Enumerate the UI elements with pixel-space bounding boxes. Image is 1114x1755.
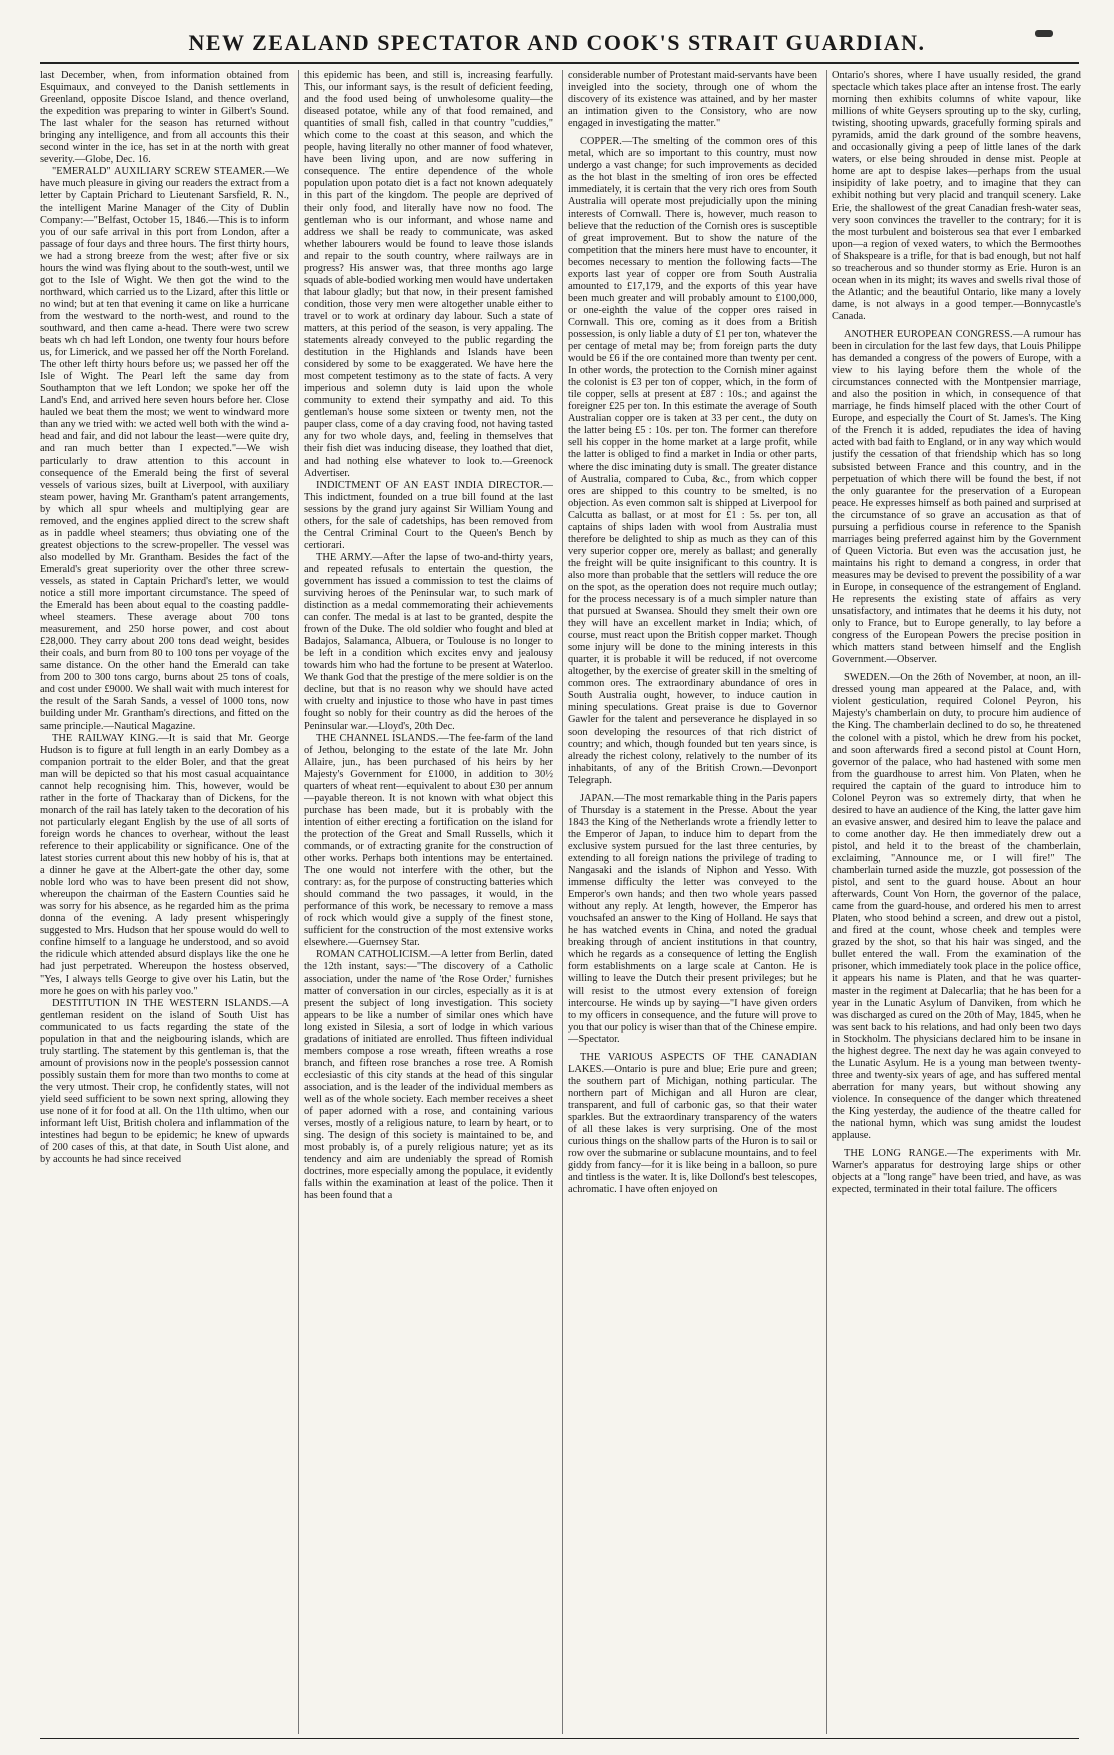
paragraph: THE LONG RANGE.—The experiments with Mr. Warner's apparatus for destroying large ships or other objects at a "long range" have been tried, and have, as was expected, terminated in their total failure. The officers <box>832 1148 1081 1196</box>
paragraph: THE RAILWAY KING.—It is said that Mr. George Hudson is to figure at full length in an early Dombey as a companion portrait to the elder Boler, and that the great man will be depicted so that his most casual acquaintance cannot help recognising him. This, however, would be rather in the forte of Thackaray than of Dickens, for the monarch of the rail has lately taken to the decoration of his not particularly elegant English by the use of all sorts of foreign words he chances to overhear, without the least reference to their applicability or significance. One of the latest stories current about this new hobby of his is, that at a dinner he gave at the Albert-gate the other day, some noble lord who was to have been present did not show, whereupon the chairman of the Eastern Counties said he was sorry for his absence, as he regarded him as the prima donna of the evening. A lady present whisperingly suggested to Mrs. Hudson that her spouse would do well to confine himself to a language he understood, and so avoid the ridicule which attended absurd displays like the one he had just perpetrated. Whereupon the hostess observed, "Yes, I always tells George to give over his Latin, but the more he goes on with his parley voo." <box>40 732 289 997</box>
masthead-rule <box>40 62 1079 64</box>
column-divider <box>298 70 299 1734</box>
paragraph: ANOTHER EUROPEAN CONGRESS.—A rumour has been in circulation for the last few days, that Louis Philippe has demanded a congress of the powers of Europe, with a view to his laying before them the whole of the circumstances connected with the Montpensier marriage, and also the position in which, in consequence of that marriage, he finds himself placed with the other Court of Europe, and especially the Court of St. James's. The King of the French it is added, repudiates the idea of having acted with bad faith to England, or in any way which would justify the cessation of that friendship which has so long subsisted between France and this country, and in the perpetuation of which there will be found the best, if not the only guarantee for the preservation of a European peace. He expresses himself as both pained and surprised at the circumstance of so grave an accusation as that of pursuing a perfidious course in reference to the Spanish marriages being preferred against him by the Government of Queen Victoria. But even was the accusation just, he maintains his right to demand a congress, in order that measures may be devised to prevent the possibility of a war in Europe, in consequence of the estrangement of England. He represents the existing state of affairs as very unsatisfactory, and intimates that he deems it his duty, not only to France, but to Europe generally, to lay before a congress of the European Powers the precise position in which matters stand between himself and the English Government.—Observer. <box>832 328 1081 666</box>
column-divider <box>562 70 563 1734</box>
column-3 <box>568 70 817 1734</box>
paragraph: THE CHANNEL ISLANDS.—The fee-farm of the land of Jethou, belonging to the estate of the late Mr. John Allaire, jun., has been purchased of his heirs by her Majesty's Government for £1000, in addition to 30½ quarters of wheat rent—equivalent to about £30 per annum—payable thereon. It is not known with what object this purchase has been made, but it is probably with the intention of either erecting a fortification on the island for the protection of the Great and Small Russells, which it commands, or of extracting granite for the construction of other works. Perhaps both intentions may be entertained. The one would not interfere with the other, but the contrary: as, for the purpose of constructing batteries which should command the two passages, it would, in the performance of this work, be necessary to remove a mass of rock which would give a supply of the finest stone, sufficient for the construction of the most extensive works elsewhere.—Guernsey Star. <box>304 732 553 949</box>
paragraph: INDICTMENT OF AN EAST INDIA DIRECTOR.—This indictment, founded on a true bill found at the last sessions by the grand jury against Sir William Young and others, for the sale of cadetships, has been removed from the Central Criminal Court to the Queen's Bench by certiorari. <box>304 479 553 551</box>
paragraph: last December, when, from information obtained from Esquimaux, and conveyed to the Danish settlements in Greenland, opposite Discoe Island, and thence overland, the expedition was preparing to winter in Gilbert's Sound. The last whaler for the season has returned without bringing any intelligence, and from all accounts this their second winter in the ice, has set in at the north with great severity.—Globe, Dec. 16. <box>40 70 289 166</box>
paragraph: considerable number of Protestant maid-servants have been inveigled into the society, through one of whom the discovery of its existence was attained, and by her master an intimation given to the Consistory, who are now engaged in investigating the matter." <box>568 70 817 130</box>
paragraph: COPPER.—The smelting of the common ores of this metal, which are so important to this country, must now undergo a vast change; for such improvements as decided as the hot blast in the smelting of iron ores be effected immediately, it is certain that the very rich ores from South Australia will operate most prejudicially upon the mining interests of Cornwall. There is, however, much reason to believe that the reduction of the Cornish ores is susceptible of great improvement. But to show the nature of the competition that the miners here must have to encounter, it becomes necessary to mention the following facts—The exports last year of copper ore from South Australia amounted to £17,179, and the exports of this year have been much greater and will probably amount to £100,000, or one-eighth the value of the copper ores raised in Cornwall. This ore, coming as it does from a British possession, is only liable a duty of £1 per ton, whatever the per centage of metal may be; from foreign parts the duty would be £6 if the ore contained more than twenty per cent. In other words, the protection to the Cornish miner against the colonist is £3 per ton of copper, which, in the form of tile copper, sells at present at £87 : 10s.; and against the foreigner £25 per ton. In this estimate the average of South Australian copper ore is taken at 33 per cent., the duty on the latter being £5 : 10s. per ton. The former can therefore sell his copper in the home market at a large profit, while the latter is obliged to find a market in India or other parts, where the disc iminating duty is small. The greater distance of Australia, compared to Cuba, &c., from which copper ores are shipped to this country to be smelted, is no objection. As even common salt is shipped at Liverpool for Calcutta as ballast, or at most for £1 : 5s. per ton, all captains of ships laden with wool from Australia must therefore be delighted to ship as much as they can of this very superior copper ore, merely as ballast; and generally the freight will be quite insignificant to this country. It is also more than probable that the settlers will reduce the ore on the spot, as the operation does not require much outlay; for the process necessary is of a much simpler nature than that pursued at Swansea. Should they smelt their own ore they will have an excellent market in India; which, of course, must react upon the British copper market. Though some injury will be done to the mining interests in this quarter, it is probable it will be reduced, if not overcome altogether, by the exercise of greater skill in the smelting of common ores. The extraordinary abundance of ores in South Australia ought, however, to induce caution in mining speculations. Great praise is due to Governor Gawler for the talent and perseverance he displayed in so soon developing the resources of that rich district of country; and which, though founded but ten years since, is already the richest colony, relatively to the number of its inhabitants, of any of the British Crown.—Devonport Telegraph. <box>568 136 817 786</box>
footer-rule <box>40 1738 1079 1739</box>
column-2 <box>304 70 553 1734</box>
column-4 <box>832 70 1081 1734</box>
article-columns <box>40 70 1080 1734</box>
paragraph: JAPAN.—The most remarkable thing in the Paris papers of Thursday is a statement in the Presse. About the year 1843 the King of the Netherlands wrote a friendly letter to the Emperor of Japan, to induce him to depart from the exclusive system pursued for the last three centuries, by extending to all foreign nations the privilege of trading to Nangasaki and the islands of Niphon and Yesso. With immense difficulty the letter was conveyed to the Emperor's own hands; and then two whole years passed without any reply. At length, however, the Emperor has vouchsafed an answer to the King of Holland. He says that he has watched events in China, and noted the gradual breaking through of ancient institutions in that country, which he regards as a consequence of letting the English form establishments on a large scale at Canton. He is willing to leave the Dutch their present privileges; but he will resist to the utmost every extension of foreign intercourse. He winds up by saying—"I have given orders to my officers in consequence, and the future will prove to you that our policy is wiser than that of the Chinese empire.—Spectator. <box>568 792 817 1045</box>
paragraph: THE VARIOUS ASPECTS OF THE CANADIAN LAKES.—Ontario is pure and blue; Erie pure and green; the southern part of Michigan, nothing particular. The northern part of Michigan and all Huron are clear, transparent, and full of carbonic gas, so that their water sparkles. But the extraordinary transparency of the waters of all these lakes is very surprising. One of the most curious things on the shallow parts of the Huron is to sail or row over the submarine or sublacune mountains, and to feel giddy from fancy—for it is like being in a balloon, so pure and tintless is the water. It is, like Dollond's best telescopes, achromatic. I have often enjoyed on <box>568 1051 817 1196</box>
ink-blot-mark <box>1035 30 1053 37</box>
paragraph: DESTITUTION IN THE WESTERN ISLANDS.—A gentleman resident on the island of South Uist has communicated to us facts regarding the state of the population in that and the neigbouring islands, which are truly startling. The statement by this gentleman is, that the amount of provisions now in the people's possession cannot possibly sustain them for more than two months to come at the very utmost. Their crop, he confidently states, will not yield seed sufficient to be sown next spring, allowing they use none of it for food at all. On the 11th ultimo, when our informant left Uist, British cholera and inflammation of the intestines had begun to be epidemic; he knew of upwards of 200 cases of this, at that date, in South Uist alone, and by accounts he had since received <box>40 997 289 1166</box>
paragraph: THE ARMY.—After the lapse of two-and-thirty years, and repeated refusals to entertain the question, the government has issued a commission to test the claims of surviving heroes of the Peninsular war, to such mark of distinction as a medal commemorating their achievements can confer. The medal is at last to be granted, despite the frown of the Duke. The old soldier who fought and bled at Badajos, Salamanca, Albuera, or Toulouse is no longer to be left in a condition which excites envy and jealousy towards him who had the fortune to be present at Waterloo. We thank God that the prestige of the mere soldier is on the decline, but that is no reason why we should have acted with cruelty and injustice to those who have in past times fought so nobly for their country as did the heroes of the Peninsular war.—Lloyd's, 20th Dec. <box>304 551 553 732</box>
paragraph: "EMERALD" AUXILIARY SCREW STEAMER.—We have much pleasure in giving our readers the extract from a letter by Captain Prichard to Lieutenant Sarsfield, R. N., the intelligent Marine Manager of the City of Dublin Company:—"Belfast, October 15, 1846.—This is to inform you of our safe arrival in this port from London, after a passage of four days and three hours. The first thirty hours, we had a strong breeze from the west; after five or six hours the wind was flying about to the south-west, until we got to the Isle of Wight. We then got the wind to the northward, which carried us to the Lizard, after this little or no wind; but at ten that evening it came on like a hurricane from the westward to the north-west, and round to the southward, and then came a-head. There were two screw beats wh ch had left London, one twenty four hours before us, for Limerick, and we passed her off the North Foreland. The other left thirty hours before us; we passed her off the Isle of Wight. The Pearl left the same day from Southampton that we left London; we spoke her off the Land's End, and arrived here seven hours before her. Close hauled we beat them the most; we went to windward more than any we tried with: we acted well both with the wind a-head and fair, and did not labour the least—were quite dry, and ran much better than I expected."—We wish particularly to draw attention to this account in consequence of the Emerald being the first of several vessels of various sizes, built at Liverpool, with auxiliary steam power, having Mr. Grantham's patent arrangements, by which all spur wheels and multiplying gear are removed, and the engines applied direct to the screw shaft as in paddle wheel steamers; thus obviating one of the greatest objections to the screw-propeller. The vessel was also modelled by Mr. Grantham. Besides the fact of the Emerald's great superiority over the other three screw-vessels, as stated in Captain Prichard's letter, we would notice a still more important circumstance. The speed of the Emerald has been about equal to the coasting paddle-wheel steamers. These average about 700 tons measurement, and 250 horse power, and cost about £28,000. They carry about 200 tons dead weight, besides their coals, and burn from 80 to 100 tons per voyage of the same distance. On the other hand the Emerald can take from 200 to 300 tons cargo, burns about 25 tons of coals, and cost under £9000. We shall wait with much interest for the result of the Sarah Sands, a vessel of 1000 tons, now building under Mr. Grantham's directions, and fitted on the same principle.—Nautical Magazine. <box>40 166 289 732</box>
column-1 <box>40 70 289 1734</box>
paragraph: SWEDEN.—On the 26th of November, at noon, an ill-dressed young man appeared at the Palace, and, with violent gesticulation, required Colonel Peyron, his Majesty's chamberlain on duty, to procure him audience of the King. The chamberlain declined to do so, he threatened the colonel with a pistol, which he drew from his pocket, and soon afterwards fired a second pistol at Count Horn, governor of the palace, who had hastened with some men from the guardhouse to arrest him. Von Platen, when he required the captain of the guard to introduce him to Colonel Peyron was so extremely dirty, that when he desired to have an audience of the King, the latter gave him an evasive answer, and desired him to leave the palace and to come another day. He then immediately drew out a pistol, and held it to the breast of the chamberlain, exclaiming, "Announce me, or I will fire!" The chamberlain turned aside the muzzle, got possession of the pistol, and sent to the guard house. About an hour afterwards, Count Von Horn, the governor of the palace, came from the guard-house, and ordered his men to arrest Platen, who stood behind a screen, and drew out a pistol, and fired at the count, whose cheek and temples were grazed by the shot, so that his hair was singed, and the bullet entered the wall. From the examination of the prisoner, which immediately took place in the police office, it appears his name is Platen, and that he was quarter-master in the regiment at Dalecarlia; that he has been for a year in the Lunatic Asylum of Danviken, from which he was discharged as cured on the 20th of May, 1845, when he was sent back to his relations, and had only been two days in Stockholm. The physicians declared him to be insane in the highest degree. The next day he was again conveyed to the Lunatic Asylum. He is a young man between twenty-three and twenty-six years of age, and has suffered mental aberration for many years, but without showing any violence. In consequence of the danger which threatened the King yesterday, the audience of the theatre called for the national hymn, which was sung amidst the loudest applause. <box>832 672 1081 1142</box>
paragraph: Ontario's shores, where I have usually resided, the grand spectacle which takes place after an intense frost. The early morning then exhibits columns of white vapour, like millions of white Geysers sprouting up to the sky, curling, twisting, shooting upwards, gracefully forming spirals and pyramids, amid the dark ground of the sombre heavens, and occasionally giving a peep of little lanes of the dark waters, or else being shrouded in dense mist. People at home are apt to despise lakes—perhaps from the usual insipidity of lake poetry, and to imagine that they can exhibit nothing but very placid and tranquil scenery. Lake Erie, the shallowest of the great Canadian fresh-water seas, very soon convinces the traveller to the contrary; for it is the most turbulent and boisterous sea that ever I embarked upon—a region of vexed waters, to which the Bermoothes of Shakspeare is a trifle, for that is bad enough, but not half so treacherous and so thunder stormy as Erie. Huron is an ocean when in its might; its waves and swells rival those of the Atlantic; and the beautiful Ontario, like many a lovely dame, is not always in a good temper.—Bonnycastle's Canada. <box>832 70 1081 322</box>
paragraph: ROMAN CATHOLICISM.—A letter from Berlin, dated the 12th instant, says:—"The discovery of a Catholic association, under the name of 'the Rose Order,' furnishes matter of conversation in our circles, especially as it is at present the subject of long investigation. This society appears to be like a number of similar ones which have long existed in Silesia, a sort of lodge in which various gradations of initiated are enrolled. Thus fifteen individual members compose a rose wreath, fifteen wreaths a rose branch, and fifteen rose branches a rose tree. A Romish ecclesiastic of this city stands at the head of this singular association, and is the leader of the individual members as well as of the whole society. Each member receives a sheet of paper adorned with a rose, and containing various verses, mostly of a religious nature, to learn by heart, or to sing. The design of this society is maintained to be, and most probably is, of a purely religious nature; yet as its tendency and aim are undeniably the spread of Romish doctrines, more especially among the populace, it evidently falls within the examination at least of the police. Then it has been found that a <box>304 949 553 1202</box>
paragraph: this epidemic has been, and still is, increasing fearfully. This, our informant says, is the result of deficient feeding, and the food used being of unwholesome quality—the diseased potatoe, while any of that food remained, and quantities of small fish, called in that country "cuddies," which come to the coast at this season, and which the people, having literally no other manner of food whatever, have been living upon, and are now suffering in consequence. The entire dependence of the whole population upon potato diet is a fact not known adequately in this part of the kingdom. The people are deprived of their only food, and literally have now no food. The gentleman who is our informant, and whose name and address we shall be ready to communicate, was asked whether labourers would be found to leave those islands and repair to the south country, where railways are in progress? His answer was, that three months ago large squads of able-bodied working men would have undertaken that labour gladly; but that now, in their present famished condition, those very men were altogether unable either to travel or to work at ordinary day labour. Such a state of matters, at this period of the season, is very appaling. The statements already conveyed to the public regarding the destitution in the Highlands and Islands have been considered by some to be exaggerated. We have here the most competent testimony as to the state of facts. A very imperious and solemn duty is laid upon the whole community to extend their sympathy and aid. To this gentleman's house some sixteen or twenty men, not the pauper class, come of a day craving food, not having tasted any for two whole days, and, feeling in themselves that their fish diet was inducing disease, they loathed that diet, and had nothing else whatever to look to.—Greenock Advertiser. <box>304 70 553 479</box>
column-divider <box>826 70 827 1734</box>
masthead-title: NEW ZEALAND SPECTATOR AND COOK'S STRAIT GUARDIAN. <box>188 30 926 55</box>
